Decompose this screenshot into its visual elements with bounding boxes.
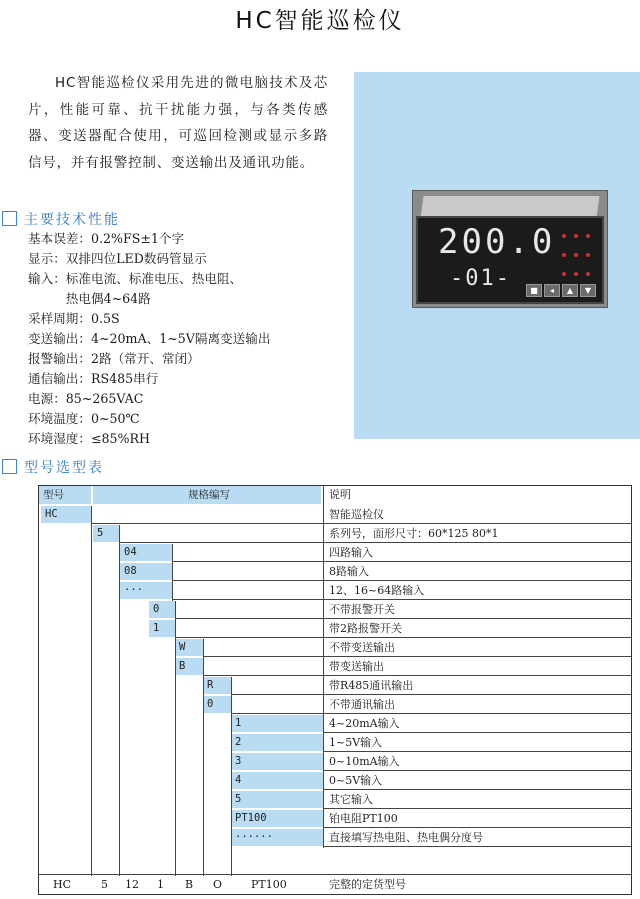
code-cell: ······	[231, 829, 323, 846]
code-cell: 0	[203, 696, 231, 713]
code-cell: HC	[41, 506, 91, 523]
desc-cell: 系列号，面形尺寸：60*125 80*1	[329, 527, 499, 540]
desc-cell: 智能巡检仪	[329, 508, 384, 521]
desc-cell: 带变送输出	[329, 660, 384, 673]
instrument-buttons	[526, 278, 598, 297]
spec-item: 显示：双排四位LED数码管显示	[28, 251, 207, 266]
final-code: 1	[157, 878, 164, 891]
desc-cell: 其它输入	[329, 793, 373, 806]
desc-cell: 8路输入	[329, 565, 369, 578]
spec-item: 热电偶4~64路	[28, 291, 151, 306]
code-cell: W	[175, 639, 203, 656]
desc-cell: 带2路报警开关	[329, 622, 402, 635]
spec-item: 采样周期：0.5S	[28, 311, 120, 326]
specs-heading	[2, 209, 120, 229]
code-cell: PT100	[231, 810, 323, 827]
model-selection-table	[38, 485, 632, 895]
final-desc: 完整的定货型号	[329, 878, 406, 891]
code-cell: B	[175, 658, 203, 675]
code-cell: 4	[231, 772, 323, 789]
spec-item: 环境湿度：≤85%RH	[28, 431, 150, 446]
specs-heading-text: 主要技术性能	[24, 212, 120, 228]
table-heading	[2, 457, 104, 477]
desc-cell: 不带通讯输出	[329, 698, 395, 711]
desc-cell: 带R485通讯输出	[329, 679, 414, 692]
instrument-top	[420, 196, 599, 218]
desc-cell: 直接填写热电阻、热电偶分度号	[329, 831, 483, 844]
down-arrow-icon: ▼	[580, 284, 596, 297]
table-heading-text: 型号选型表	[24, 460, 104, 476]
spec-item: 变送输出：4~20mA、1~5V隔离变送输出	[28, 331, 271, 346]
code-cell: 1	[231, 715, 323, 732]
final-code: O	[213, 878, 223, 891]
header-model: 型号	[39, 486, 91, 504]
desc-cell: 四路输入	[329, 546, 373, 559]
spec-item: 电源：85~265VAC	[28, 391, 144, 406]
page-title: HC智能巡检仪	[235, 8, 405, 34]
header-desc: 说明	[329, 488, 351, 501]
code-cell: ···	[120, 582, 172, 599]
desc-cell: 0~5V输入	[329, 774, 383, 787]
spec-item: 基本误差：0.2%FS±1个字	[28, 231, 185, 246]
shift-button-icon: ◂	[544, 284, 560, 297]
desc-cell: 0~10mA输入	[329, 755, 400, 768]
spec-item: 输入：标准电流、标准电压、热电阻、	[28, 271, 243, 286]
code-cell: 5	[231, 791, 323, 808]
desc-cell: 不带变送输出	[329, 641, 395, 654]
square-bullet-icon	[2, 211, 17, 226]
product-photo-panel	[354, 72, 640, 439]
up-arrow-icon: ▲	[562, 284, 578, 297]
desc-cell: 铂电阻PT100	[329, 812, 398, 825]
final-code: HC	[53, 878, 72, 891]
final-code: 12	[125, 878, 139, 891]
desc-cell: 12、16~64路输入	[329, 584, 425, 597]
desc-cell: 4~20mA输入	[329, 717, 400, 730]
specs-list	[28, 229, 348, 449]
code-cell: R	[203, 677, 231, 694]
spec-item: 环境温度：0~50℃	[28, 411, 140, 426]
spec-item: 报警输出：2路（常开、常闭）	[28, 351, 200, 366]
code-cell: 5	[93, 525, 119, 542]
code-cell: 1	[149, 620, 175, 637]
code-cell: 08	[120, 563, 172, 580]
instrument-face	[416, 216, 604, 304]
instrument-image	[412, 190, 608, 308]
final-code: B	[185, 878, 194, 891]
header-spec: 规格编写	[93, 486, 321, 504]
desc-cell: 不带报警开关	[329, 603, 395, 616]
sub-display: -01-	[450, 266, 511, 291]
code-cell: 04	[120, 544, 172, 561]
spec-item: 通信输出：RS485串行	[28, 371, 159, 386]
final-code: PT100	[251, 878, 287, 891]
code-cell: 3	[231, 753, 323, 770]
intro-paragraph: HC智能巡检仪采用先进的微电脑技术及芯片，性能可靠、抗干扰能力强，与各类传感器、变送器配合使用，可巡回检测或显示多路信号，并有报警控制、变送输出及通讯功能。	[28, 75, 328, 171]
final-code: 5	[101, 878, 108, 891]
code-cell: 0	[149, 601, 175, 618]
set-button-icon: ■	[526, 284, 542, 297]
square-bullet-icon	[2, 459, 17, 474]
desc-cell: 1~5V输入	[329, 736, 383, 749]
code-cell: 2	[231, 734, 323, 751]
main-display: 200.0	[438, 222, 556, 262]
